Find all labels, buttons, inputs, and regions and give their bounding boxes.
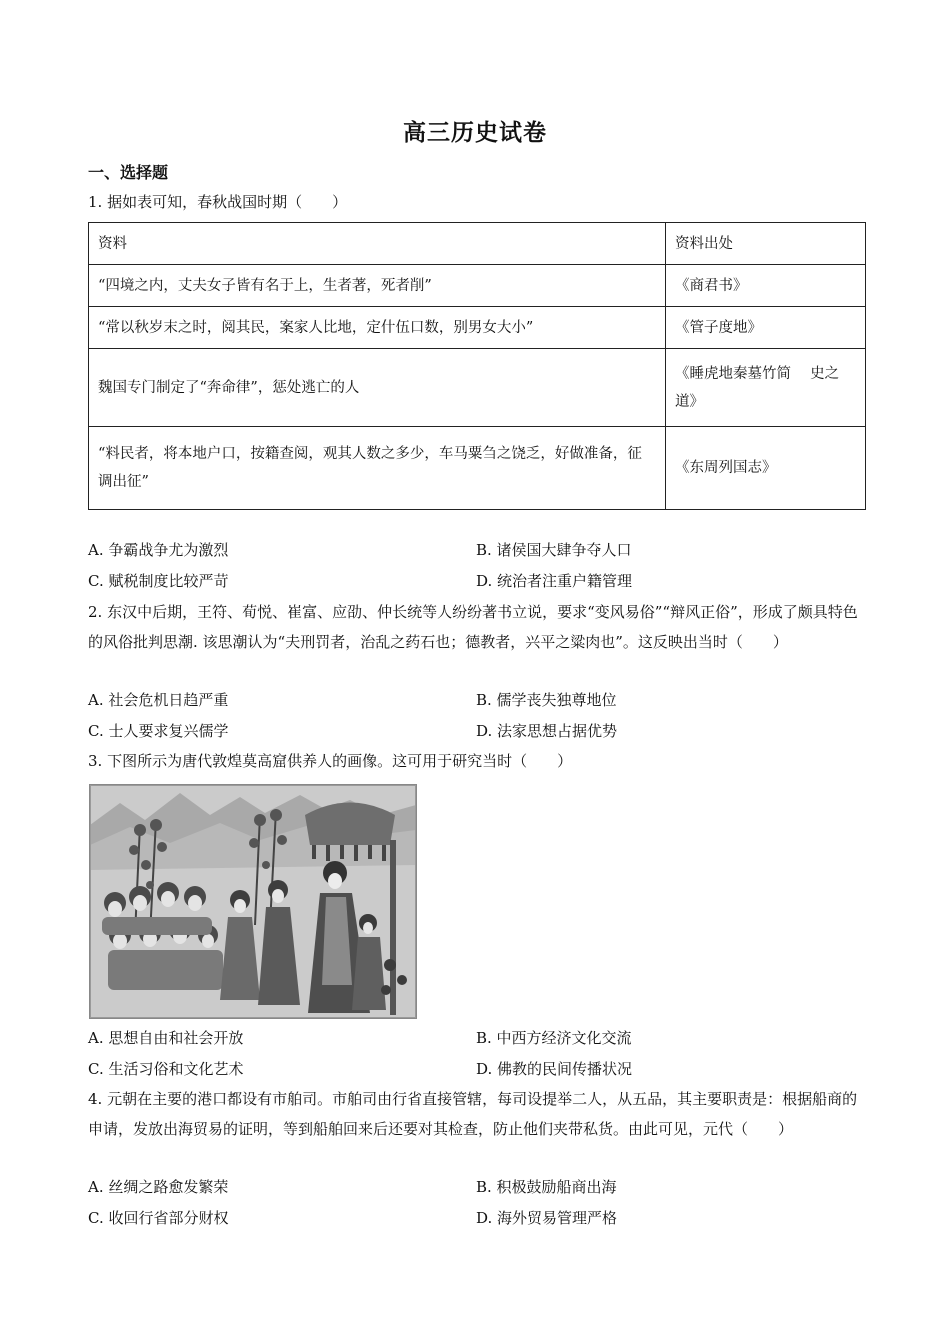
q1-option-b: B. 诸侯国大肆争夺人口 xyxy=(476,541,632,559)
question-3-stem: 3. 下图所示为唐代敦煌莫高窟供养人的画像。这可用于研究当时（ ） xyxy=(88,752,573,770)
question-1-stem: 1. 据如表可知，春秋战国时期（ ） xyxy=(88,193,348,211)
table-header-row xyxy=(89,223,866,265)
table-header-cell: 资料 xyxy=(89,223,666,265)
q2-option-b: B. 儒学丧失独尊地位 xyxy=(476,691,617,709)
q1-option-a: A. 争霸战争尤为激烈 xyxy=(88,541,229,559)
q2-option-c: C. 士人要求复兴儒学 xyxy=(88,722,229,740)
table-cell: “料民者，将本地户口，按籍查阅，观其人数之多少，车马粟刍之饶乏，好做准备，征调出征” xyxy=(89,427,666,510)
table-cell: 魏国专门制定了“奔命律”，惩处逃亡的人 xyxy=(89,349,666,427)
q1-option-c: C. 赋税制度比较严苛 xyxy=(88,572,229,590)
table-cell: “常以秋岁末之时，阅其民，案家人比地，定什伍口数，别男女大小” xyxy=(89,307,666,349)
q2-option-d: D. 法家思想占据优势 xyxy=(476,722,618,740)
page-title: 高三历史试卷 xyxy=(403,119,547,146)
q3-option-b: B. 中西方经济文化交流 xyxy=(476,1029,632,1047)
q4-option-b: B. 积极鼓励船商出海 xyxy=(476,1178,617,1196)
table-header-cell: 资料出处 xyxy=(666,223,866,265)
mogao-donor-portrait-image xyxy=(89,784,417,1019)
table-cell: 《商君书》 xyxy=(666,265,866,307)
section-heading: 一、选择题 xyxy=(88,163,169,182)
mural-illustration xyxy=(90,785,416,1018)
q3-option-d: D. 佛教的民间传播状况 xyxy=(476,1060,633,1078)
q4-option-a: A. 丝绸之路愈发繁荣 xyxy=(88,1178,229,1196)
table-cell: “四境之内，丈夫女子皆有名于上，生者著，死者削” xyxy=(89,265,666,307)
table-row xyxy=(89,265,866,307)
table-cell: 《睡虎地秦墓竹简 史之道》 xyxy=(666,349,866,427)
q4-option-d: D. 海外贸易管理严格 xyxy=(476,1209,618,1227)
question-4-stem: 4. 元朝在主要的港口都设有市舶司。市舶司由行省直接管辖，每司设提举二人，从五品，其主要职责是：根据船商的申请，发放出海贸易的证明，等到船舶回来后还要对其检查，防止他们夹带私货。由此可见，元代（ ） xyxy=(88,1090,858,1138)
table-row xyxy=(89,307,866,349)
table-row xyxy=(89,427,866,510)
q3-option-c: C. 生活习俗和文化艺术 xyxy=(88,1060,244,1078)
table-cell: 《东周列国志》 xyxy=(666,427,866,510)
q1-option-d: D. 统治者注重户籍管理 xyxy=(476,572,633,590)
question-2-stem: 2. 东汉中后期，王符、荀悦、崔富、应劭、仲长统等人纷纷著书立说，要求“变风易俗”“辩风正俗”，形成了颇具特色的风俗批判思潮. 该思潮认为“夫刑罚者，治乱之药石也；德教者，兴平之粱肉也”。这反映出当时（ ） xyxy=(88,603,858,651)
q4-option-c: C. 收回行省部分财权 xyxy=(88,1209,229,1227)
source-table xyxy=(88,222,866,510)
q3-option-a: A. 思想自由和社会开放 xyxy=(88,1029,244,1047)
table-cell: 《管子度地》 xyxy=(666,307,866,349)
table-row xyxy=(89,349,866,427)
q2-option-a: A. 社会危机日趋严重 xyxy=(88,691,229,709)
